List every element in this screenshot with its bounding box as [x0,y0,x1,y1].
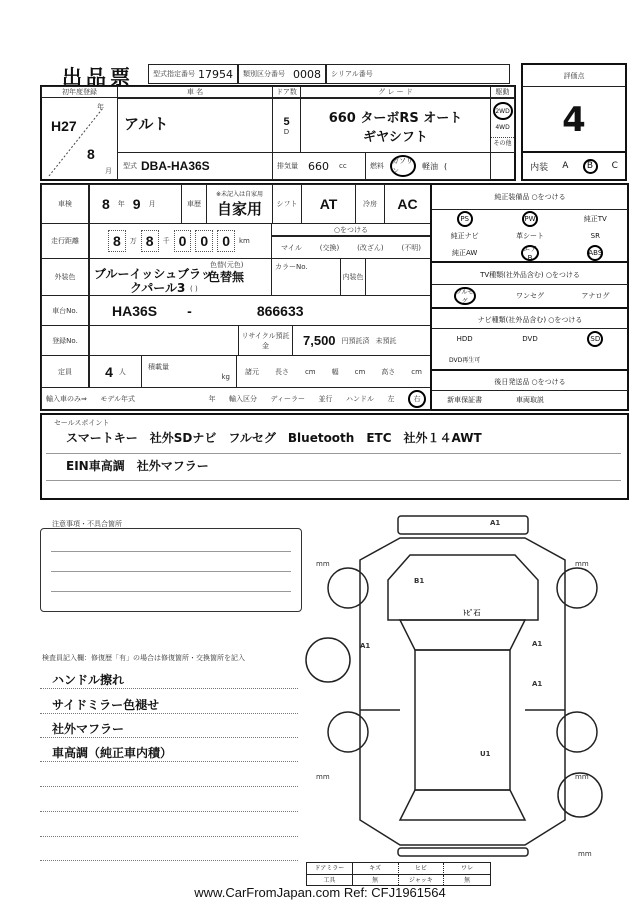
equip-leather: 革シート [515,231,544,240]
unknown-option: (不明) [401,243,421,252]
body-outline [360,538,565,845]
notes-label: 注意事項・不具合箇所 [52,520,122,528]
equip-aw: 純正AW [452,248,478,257]
interior-color-cell [365,258,431,296]
capacity-label: 定員 [41,355,89,388]
equipment-title: 純正装備品 ○をつける [432,184,628,210]
wheel-fr [557,568,597,608]
recolor-label: 色替(元色) [210,261,244,269]
ac-value: AC [384,184,431,224]
doors-cell [272,98,301,153]
color-no-label: カラーNo. [271,258,341,296]
sales-line2: EIN車高調 社外マフラー [66,459,209,473]
score-box [521,63,627,181]
damage-mark-rear: U1 [480,750,491,758]
chassis-prefix: HA36S [112,302,158,319]
wheel-fl [328,568,368,608]
man-unit: 万 [129,237,137,245]
tampered-option: (改ざん) [357,243,384,252]
shaken-month: 9 [132,196,141,212]
first-reg-label: 初年度登録 [41,86,118,98]
import-label: 輸入車のみ⇒ [46,395,87,403]
inspector-label: 検査員記入欄：修復歴「有」の場合は修復箇所・交換箇所を記入 [42,654,245,662]
cm-unit: cm [304,367,316,376]
mark-label: ○をつける [271,223,431,236]
tread-mm-fl: mm [316,560,330,568]
mileage-digit: 8 [108,230,126,252]
wheel-rr [557,712,597,752]
tv-oneseg: ワンセグ [515,292,544,300]
recycle-unpaid: 未預託 [375,336,397,345]
class-number-cell [238,64,326,84]
chassis-cell [89,295,431,326]
mileage-cell [89,223,272,259]
parts-cell: ジャッキ [399,875,445,886]
ac-label: 冷房 [355,184,385,224]
damage-mark-left-door: A1 [360,642,371,650]
paren: ( [444,161,448,171]
tread-mm-rr: mm [575,773,589,781]
equip-navi: 純正ナビ [450,231,479,240]
dash: - [187,302,192,319]
type-number-cell [148,64,238,84]
chassis-label: 車台No. [41,295,89,326]
doors-label: ドア数 [272,86,301,98]
drive-label: 駆動 [490,86,515,98]
grade-line1: 660 ターボRS オート [328,110,463,126]
grade-label: グ レ ー ド [300,86,491,98]
door-count: 5 [283,115,290,128]
recycle-label: リサイクル預託金 [238,325,293,356]
fuel-cell [365,152,491,180]
year-label: 年 [97,103,104,111]
tread-mm-spare: mm [578,850,592,858]
inspector-line: サイドミラー色褪せ [52,698,160,712]
mile-option: マイル [280,243,302,252]
grade-cell [300,98,491,153]
later-manual: 車両取説 [515,396,544,404]
capacity: 4 [105,363,113,380]
equip-tv: 純正TV [583,214,607,223]
year-unit: 年 [117,200,125,208]
fuel-label: 燃料 [370,162,384,170]
navi-title: ナビ種類(社外品含む) ○をつける [432,307,628,329]
disp-label: 排気量 [277,162,298,170]
color-label: 外装色 [41,258,89,296]
shaken-year: 8 [102,196,110,212]
model-cell [117,152,273,180]
history-label: 車歴 [181,184,207,224]
km-unit: km [238,237,250,245]
capacity-cell [89,355,142,388]
watermark: www.CarFromJapan.com Ref: CFJ1961564 [194,885,446,900]
model-year-label: モデル年式 [100,395,136,403]
grade-line2: ギヤシフト [363,129,428,145]
interior-grade-b-circled: B [583,159,598,174]
spec-label: 諸元 [244,367,259,376]
navi-dvd: DVD [522,335,538,343]
damage-mark-front-bumper: A1 [490,519,501,527]
later-title: 後日発送品 ○をつける [432,369,628,391]
recycle-cell [292,325,431,356]
tread-mm-fr: mm [575,560,589,568]
parts-header: ワレ [444,863,490,875]
person-unit: 人 [118,367,126,376]
score-value: 4 [523,87,625,153]
height-label: 高さ [381,367,396,376]
parts-table [306,862,491,886]
shaken-cell [89,184,182,224]
rear-window [400,790,525,820]
sales-label: セールスポイント [54,419,110,427]
wheel-spare [306,638,350,682]
equip-ps-circled: PS [457,211,473,227]
rear-bumper [398,848,528,856]
model-code: DBA-HA36S [141,159,210,173]
mileage-digit: 8 [141,230,159,252]
exterior-color-line2: クパール3 [130,281,186,295]
equipment-panel [430,184,628,410]
mileage-label: 走行距離 [41,223,89,259]
fuel-gasoline-circled: ガソリン [390,155,416,177]
interior-grade-a: A [562,161,569,171]
navi-hdd: HDD [456,335,473,343]
model-label: 型式 [123,162,137,170]
parts-header: ヒビ [399,863,445,875]
drive-other: その他 [491,137,514,147]
equip-sr: SR [590,231,600,240]
front-bumper [398,516,528,534]
first-reg-cell [41,98,118,180]
inspector-line: ハンドル擦れ [52,673,125,687]
inspector-line: 車高調（純正車内積） [52,746,173,760]
recycle-paid: 円預託済 [341,336,370,345]
recolor-value: 色替無 [208,270,245,284]
inspector-line: 社外マフラー [52,722,125,736]
serial-cell [326,64,510,84]
handle-left: 左 [387,395,395,403]
class-number: 0008 [293,67,321,81]
parts-cell: 工具 [307,875,353,886]
interior-color-label: 内装色 [340,258,366,296]
equip-airbag-circled: エアB [522,244,537,262]
sheet-title: 出品票 [62,65,134,89]
color-cell [89,258,272,296]
parts-cell: 無 [464,876,471,884]
sen-unit: 千 [162,237,170,245]
name-cell [117,98,273,153]
notes-box [40,528,302,612]
import-row [41,387,431,411]
damage-mark-hood: B1 [414,577,425,585]
exchanged-option: (交換) [319,243,340,252]
name-label: 車 名 [117,86,273,98]
score-label: 評価点 [523,65,625,87]
drive-cell [490,98,515,153]
damage-mark-windshield: ﾄﾋﾞ石 [463,609,481,617]
interior-grade-c: C [611,161,618,171]
later-warranty: 新車保証書 [447,396,483,404]
damage-mark-right-door: A1 [532,640,543,648]
label: 型式指定番号 [153,70,195,78]
tread-mm-rl: mm [316,773,330,781]
label: シリアル番号 [331,70,373,78]
shift-label: シフト [272,184,302,224]
navi-dvd-playback-circled: DVD再生可 [449,356,481,364]
exterior-color-line1: ブルーイッシュブラッ [94,267,213,281]
year-unit: 年 [208,395,216,403]
equip-abs-circled: ABS [587,245,603,261]
parts-cell: 無 [353,875,399,886]
shift-value: AT [301,184,356,224]
history-cell [206,184,273,224]
sales-line1: スマートキー 社外SDナビ フルセグ Bluetooth ETC 社外１４AWT [66,431,482,445]
navi-sd-circled: SD [587,331,603,347]
drive-2wd-circled: 2WD [493,102,513,120]
tv-fullseg-circled: フルセグ [454,287,476,305]
paren: ( ) [190,285,198,293]
parts-header: ドアミラー [307,863,353,875]
kg-unit: kg [221,373,230,381]
mileage-digit: 0 [217,230,235,252]
width-label: 幅 [331,367,339,376]
wheel-rl [328,712,368,752]
chassis-number: 866633 [256,302,304,319]
mileage-status [271,236,431,259]
cm-unit: cm [411,367,422,376]
length-label: 長さ [274,367,289,376]
mileage-digit: 0 [195,230,213,252]
import-type-label: 輸入区分 [229,395,258,403]
displacement-cell [272,152,366,180]
first-reg-month: 8 [87,146,95,162]
load-label: 積載量 [148,363,169,371]
spec-cell [236,355,431,388]
type-number: 17954 [198,67,233,81]
reg-label: 登録No. [41,325,89,356]
interior-label: 内装 [530,162,549,173]
damage-mark-right-rear: A1 [532,680,543,688]
recycle-amount: 7,500 [303,333,336,348]
dealer-option: ディーラー [270,395,305,403]
month-unit: 月 [148,200,156,208]
tv-title: TV種類(社外品含む) ○をつける [432,261,628,285]
roof [415,650,510,790]
windshield [400,620,525,650]
equip-pw-circled: PW [522,211,538,227]
mileage-digit: 0 [174,230,192,252]
fuel-diesel: 軽油 [422,161,438,171]
label: 類別区分番号 [243,70,285,78]
history-note: ※未記入は自家用 [215,191,264,198]
displacement: 660 [308,159,329,173]
cm-unit: cm [354,367,366,376]
shaken-label: 車検 [41,184,89,224]
tv-analog: アナログ [581,292,610,300]
sales-point-box [40,413,629,500]
doors-unit: D [283,127,290,136]
drive-4wd: 4WD [495,124,510,131]
handle-label: ハンドル [345,395,374,403]
first-reg-year: H27 [51,118,77,134]
parts-header: キズ [353,863,399,875]
load-cell [141,355,237,388]
history-value: 自家用 [216,201,262,218]
cc-unit: cc [339,162,347,170]
car-name: アルト [124,116,169,133]
parallel-option: 並行 [318,395,333,403]
reg-number-cell[interactable] [89,325,239,356]
handle-right-circled: 右 [408,390,426,408]
month-label: 月 [105,167,112,175]
